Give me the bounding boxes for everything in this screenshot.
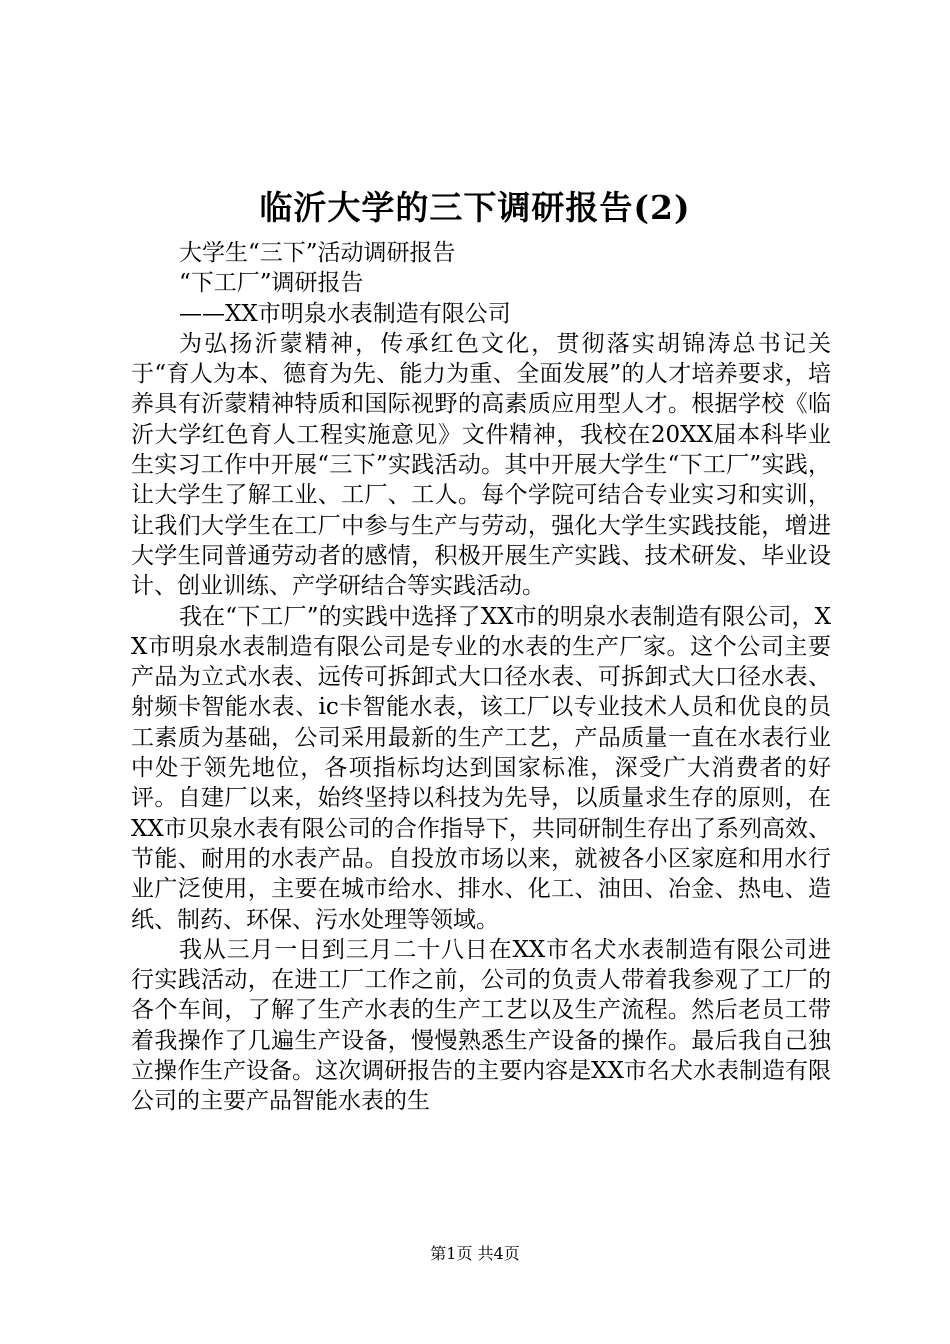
subtitle-line: ——XX市明泉水表制造有限公司 [179,300,511,327]
body-paragraph: 我从三月一日到三月二十八日在XX市名犬水表制造有限公司进行实践活动，在进工厂工作之前，公司的负责人带着我参观了工厂的各个车间，了解了生产水表的生产工艺以及生产流程。然后老员工带着我操作了几遍生产设备，慢慢熟悉生产设备的操作。最后我自己独立操作生产设备。这次调研报告的主要内容是XX市名犬水表制造有限公司的主要产品智能水表的生 [131,936,831,1115]
page-footer: 第1页 共4页 [430,1244,520,1263]
document-body [131,238,831,1117]
body-paragraph: 为弘扬沂蒙精神，传承红色文化，贯彻落实胡锦涛总书记关于“育人为本、德育为先、能力为重、全面发展”的人才培养要求，培养具有沂蒙精神特质和国际视野的高素质应用型人才。根据学校《临沂大学红色育人工程实施意见》文件精神，我校在20XX届本科毕业生实习工作中开展“三下”实践活动。其中开展大学生“下工厂”实践，让大学生了解工业、工厂、工人。每个学院可结合专业实习和实训，让我们大学生在工厂中参与生产与劳动，强化大学生实践技能，增进大学生同普通劳动者的感情，积极开展生产实践、技术研发、毕业设计、创业训练、产学研结合等实践活动。 [131,330,831,600]
document-title: 临沂大学的三下调研报告(2) [259,188,691,227]
subtitle-line: “下工厂”调研报告 [179,270,364,297]
body-paragraph: 我在“下工厂”的实践中选择了XX市的明泉水表制造有限公司，XX市明泉水表制造有限公司是专业的水表的生产厂家。这个公司主要产品为立式水表、远传可拆卸式大口径水表、可拆卸式大口径水表、射频卡智能水表、ic卡智能水表，该工厂以专业技术人员和优良的员工素质为基础，公司采用最新的生产工艺，产品质量一直在水表行业中处于领先地位，各项指标均达到国家标准，深受广大消费者的好评。自建厂以来，始终坚持以科技为先导，以质量求生存的原则，在XX市贝泉水表有限公司的合作指导下，共同研制生存出了系列高效、节能、耐用的水表产品。自投放市场以来，就被各小区家庭和用水行业广泛使用，主要在城市给水、排水、化工、油田、冶金、热电、造纸、制药、环保、污水处理等领域。 [131,603,831,933]
subtitle-line: 大学生“三下”活动调研报告 [179,240,456,266]
